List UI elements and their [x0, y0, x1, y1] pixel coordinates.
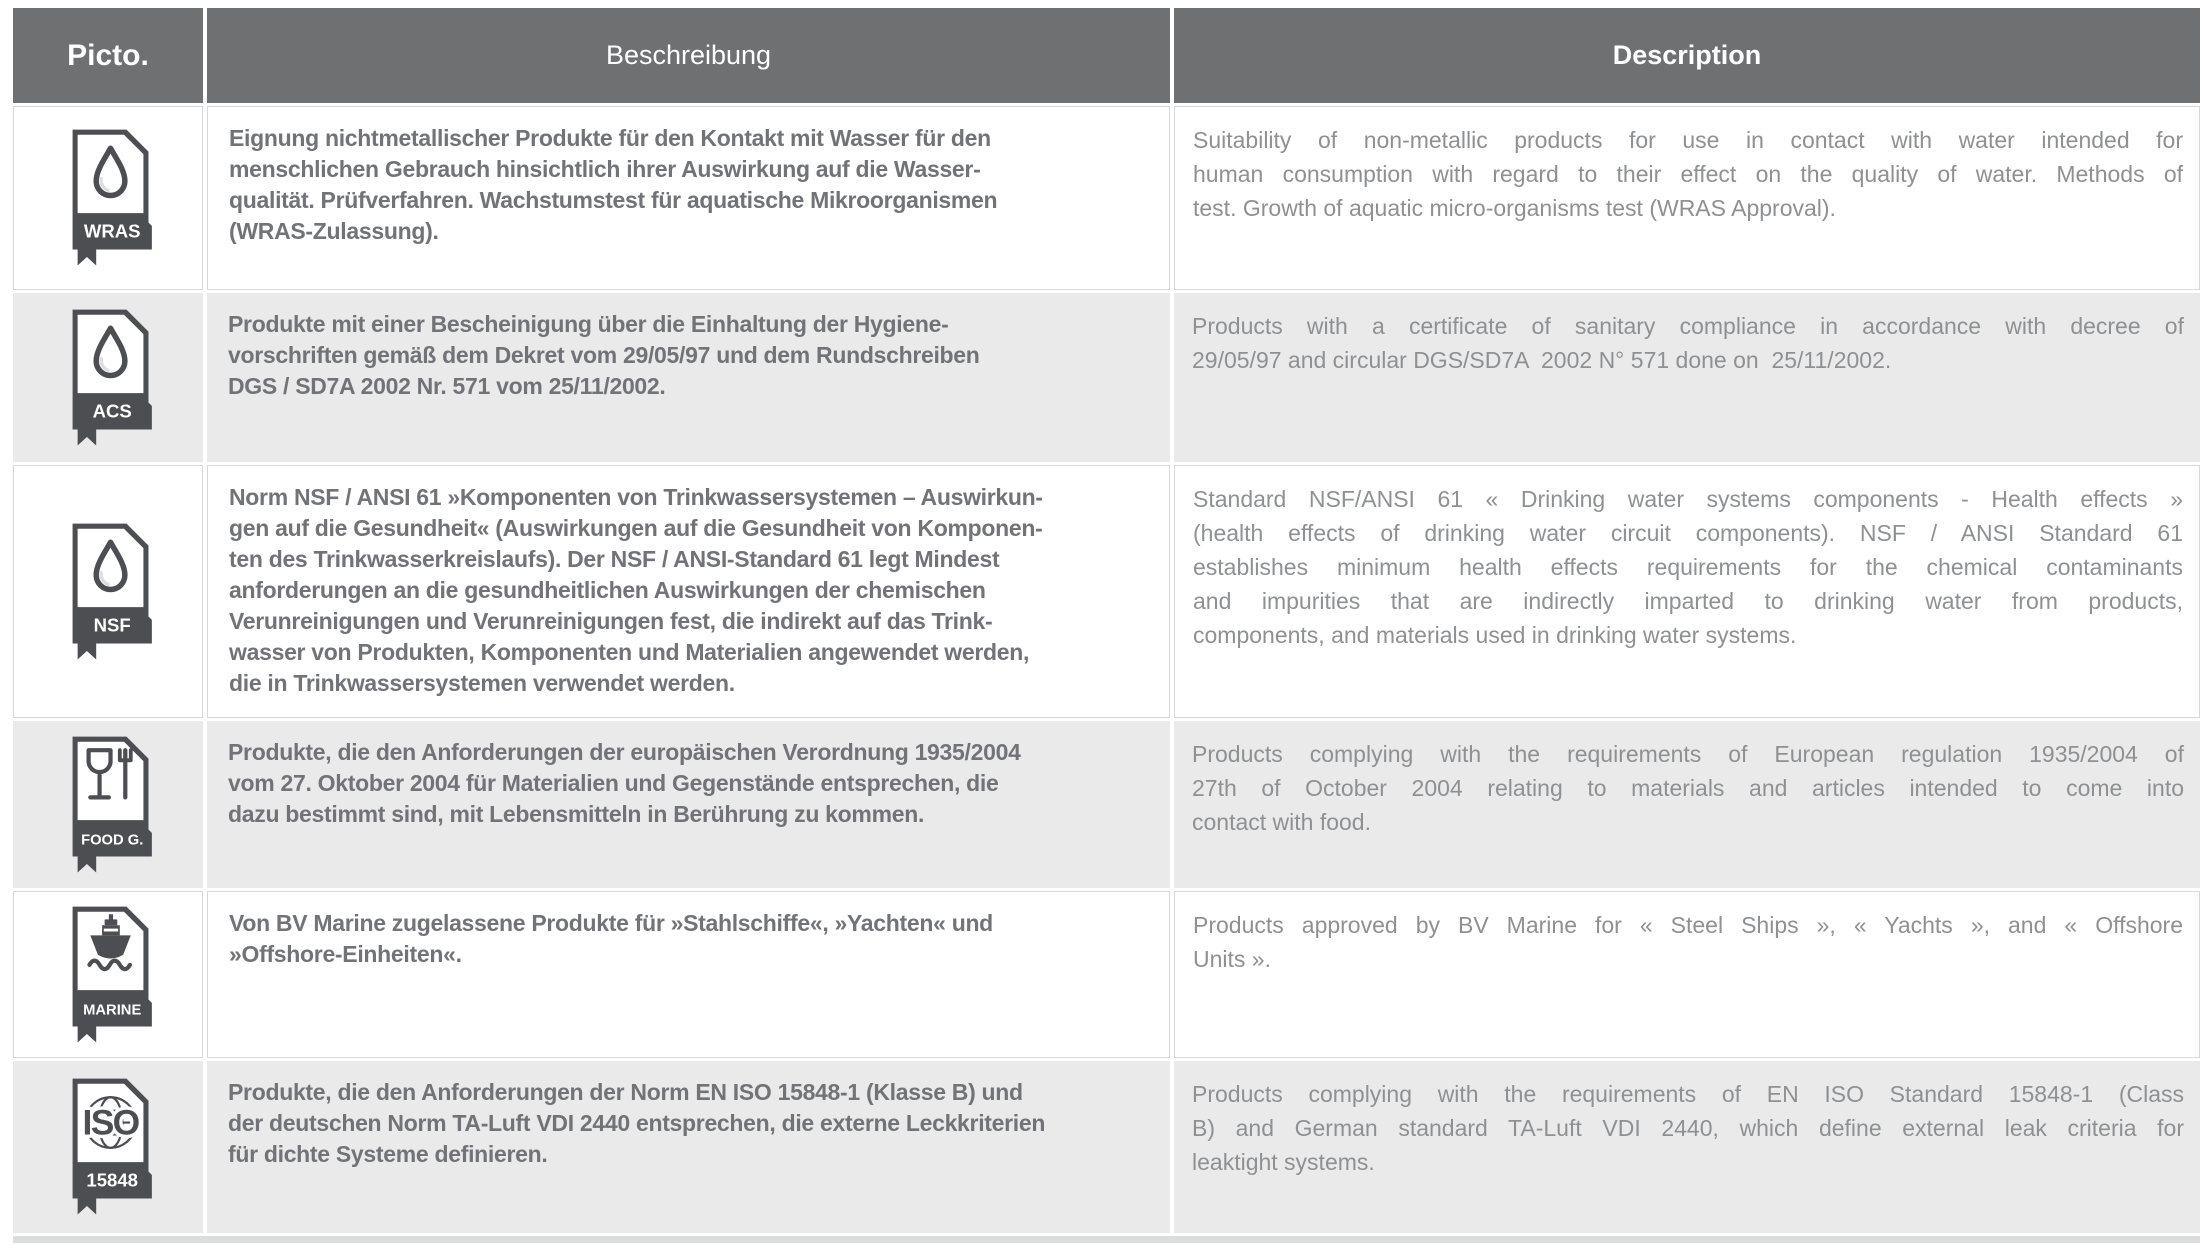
en-text-line: human consumption with regard to their effect on the quality of water. Methods of — [1193, 161, 2183, 187]
certification-tag-icon — [64, 905, 152, 1045]
beschreibung-cell — [207, 891, 1170, 1058]
de-text-line: Produkte, die den Anforderungen der Norm EN ISO 15848-1 (Klasse B) und — [228, 1079, 1023, 1105]
de-text-line: menschlichen Gebrauch hinsichtlich ihrer Auswirkung auf die Wasser- — [229, 156, 981, 182]
de-text-line: für dichte Systeme definieren. — [228, 1141, 548, 1167]
certification-tag-icon — [64, 128, 152, 268]
de-text-line: wasser von Produkten, Komponenten und Materialien angewendet werden, — [229, 639, 1030, 665]
en-text-line: Products approved by BV Marine for « Steel Ships », « Yachts », and « Offshore — [1193, 912, 2183, 938]
de-text-line: »Offshore-Einheiten«. — [229, 941, 462, 967]
en-text-line: leaktight systems. — [1192, 1149, 1375, 1175]
de-text-line: Von BV Marine zugelassene Produkte für »Stahlschiffe«, »Yachten« und — [229, 910, 993, 936]
header-picto: Picto. — [13, 8, 203, 103]
en-text-line: Products complying with the requirements of European regulation 1935/2004 of — [1192, 741, 2184, 767]
en-text-line: establishes minimum health effects requirements for the chemical contaminants — [1193, 554, 2183, 580]
table-bottom-strip — [13, 1236, 2200, 1243]
beschreibung-cell — [207, 1061, 1170, 1233]
tag-label: MARINE — [83, 1002, 142, 1019]
certification-tag-icon — [64, 522, 152, 662]
description-cell — [1174, 1061, 2200, 1233]
en-text-line: 29/05/97 and circular DGS/SD7A 2002 N° 571 done on 25/11/2002. — [1192, 347, 1892, 373]
en-text-line: 27th of October 2004 relating to materials and articles intended to come into — [1192, 775, 2184, 801]
de-text-line: vom 27. Oktober 2004 für Materialien und Gegenstände entsprechen, die — [228, 770, 999, 796]
certification-tag-icon — [64, 735, 152, 875]
header-description: Description — [1174, 8, 2200, 103]
en-text-line: (health effects of drinking water circuit components). NSF / ANSI Standard 61 — [1193, 520, 2183, 546]
pictogram-cell — [13, 1061, 203, 1233]
certification-tag-icon — [64, 308, 152, 448]
pictogram-cell — [13, 721, 203, 888]
tag-label: ACS — [92, 400, 132, 422]
description-cell — [1174, 465, 2200, 718]
en-text-line: Products complying with the requirements of EN ISO Standard 15848-1 (Class — [1192, 1081, 2184, 1107]
en-text-line: and impurities that are indirectly imparted to drinking water from products, — [1193, 588, 2183, 614]
de-text-line: Eignung nichtmetallischer Produkte für den Kontakt mit Wasser für den — [229, 125, 991, 151]
de-text-line: anforderungen an die gesundheitlichen Auswirkungen der chemischen — [229, 577, 986, 603]
de-text-line: (WRAS-Zulassung). — [229, 218, 439, 244]
tag-label: WRAS — [83, 220, 141, 242]
de-text-line: der deutschen Norm TA-Luft VDI 2440 entsprechen, die externe Leckkriterien — [228, 1110, 1046, 1136]
description-cell — [1174, 891, 2200, 1058]
description-cell — [1174, 293, 2200, 462]
de-text-line: Produkte mit einer Bescheinigung über die Einhaltung der Hygiene- — [228, 311, 949, 337]
beschreibung-cell — [207, 721, 1170, 888]
de-text-line: gen auf die Gesundheit« (Auswirkungen auf die Gesundheit von Komponen- — [229, 515, 1043, 541]
certification-tag-icon — [64, 1077, 152, 1217]
de-text-line: ten des Trinkwasserkreislaufs). Der NSF / ANSI-Standard 61 legt Mindest — [229, 546, 1000, 572]
tag-label: 15848 — [86, 1169, 139, 1191]
pictogram-cell — [13, 106, 203, 290]
header-beschreibung: Beschreibung — [207, 8, 1170, 103]
en-text-line: Standard NSF/ANSI 61 « Drinking water systems components - Health effects » — [1193, 486, 2183, 512]
en-text-line: components, and materials used in drinking water systems. — [1193, 622, 1797, 648]
de-text-line: Norm NSF / ANSI 61 »Komponenten von Trinkwassersystemen – Auswirkun- — [229, 484, 1043, 510]
de-text-line: Produkte, die den Anforderungen der europäischen Verordnung 1935/2004 — [228, 739, 1021, 765]
pictogram-cell — [13, 465, 203, 718]
svg-text:ISO: ISO — [82, 1102, 139, 1143]
certification-table — [13, 8, 2200, 1233]
description-cell — [1174, 106, 2200, 290]
en-text-line: Suitability of non-metallic products for use in contact with water intended for — [1193, 127, 2183, 153]
de-text-line: vorschriften gemäß dem Dekret vom 29/05/97 und dem Rundschreiben — [228, 342, 980, 368]
de-text-line: dazu bestimmt sind, mit Lebensmitteln in Berührung zu kommen. — [228, 801, 925, 827]
tag-label: FOOD G. — [81, 832, 144, 849]
en-text-line: Products with a certificate of sanitary compliance in accordance with decree of — [1192, 313, 2184, 339]
de-text-line: qualität. Prüfverfahren. Wachstumstest für aquatische Mikroorganismen — [229, 187, 998, 213]
description-cell — [1174, 721, 2200, 888]
de-text-line: die in Trinkwassersystemen verwendet werden. — [229, 670, 735, 696]
en-text-line: B) and German standard TA-Luft VDI 2440, which define external leak criteria for — [1192, 1115, 2184, 1141]
tag-label: NSF — [93, 614, 131, 636]
de-text-line: Verunreinigungen und Verunreinigungen fest, die indirekt auf das Trink- — [229, 608, 993, 634]
en-text-line: contact with food. — [1192, 809, 1371, 835]
pictogram-cell — [13, 891, 203, 1058]
en-text-line: Units ». — [1193, 946, 1271, 972]
iso-globe-icon — [83, 1097, 140, 1148]
de-text-line: DGS / SD7A 2002 Nr. 571 vom 25/11/2002. — [228, 373, 666, 399]
pictogram-cell — [13, 293, 203, 462]
en-text-line: test. Growth of aquatic micro-organisms test (WRAS Approval). — [1193, 195, 1836, 221]
beschreibung-cell — [207, 293, 1170, 462]
beschreibung-cell — [207, 106, 1170, 290]
beschreibung-cell — [207, 465, 1170, 718]
